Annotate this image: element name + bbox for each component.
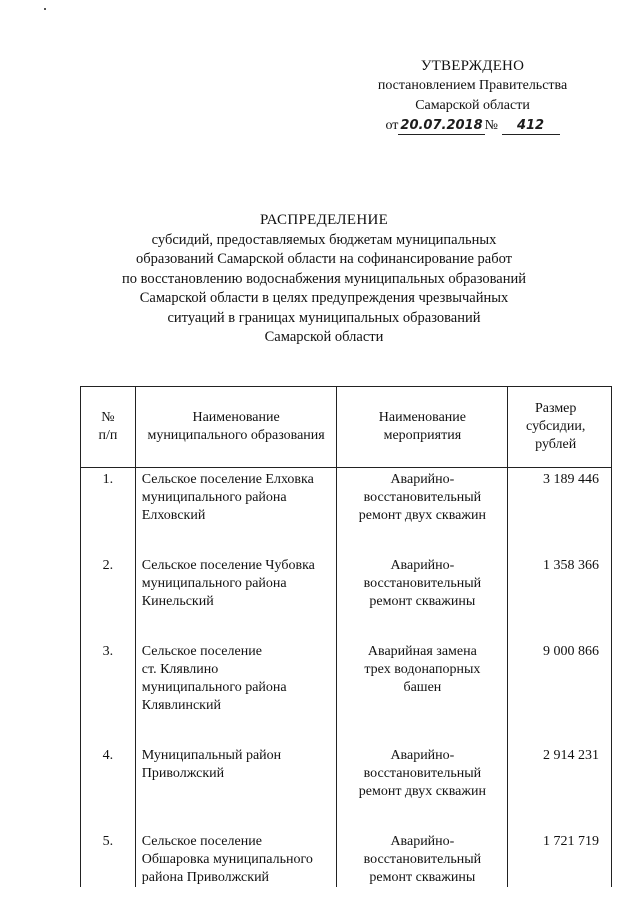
approval-line-1: постановлением Правительства: [377, 78, 568, 93]
row-num: 3.: [81, 641, 136, 715]
approval-date-number: [360, 116, 585, 136]
row-name: Сельское поселение ст. Клявлино муниципального района Клявлинский: [135, 641, 337, 715]
title-line-5: ситуаций в границах муниципальных образований: [167, 309, 481, 326]
handwritten-number: 412: [502, 118, 560, 135]
row-num: 4.: [81, 745, 136, 801]
row-amount: 3 189 446: [508, 468, 612, 526]
row-name: Сельское поселение Обшаровка муниципального района Приволжский: [135, 831, 337, 887]
row-name: Муниципальный район Приволжский: [135, 745, 337, 801]
table-row: [81, 745, 612, 801]
document-title: [100, 211, 548, 348]
header-amount: Размер субсидии, рублей: [508, 387, 612, 468]
table-row: [81, 831, 612, 887]
approval-stamp: [360, 56, 585, 136]
row-amount: 2 914 231: [508, 745, 612, 801]
row-num: 2.: [81, 555, 136, 611]
table-row: [81, 468, 612, 526]
row-spacer: [81, 715, 612, 745]
row-spacer: [81, 801, 612, 831]
header-activity: Наименование мероприятия: [337, 387, 508, 468]
row-num: 5.: [81, 831, 136, 887]
row-name: Сельское поселение Елховка муниципального района Елховский: [135, 468, 337, 526]
row-amount: 9 000 866: [508, 641, 612, 715]
approval-line-2: Самарской области: [415, 98, 530, 113]
handwritten-date: 20.07.2018: [400, 118, 483, 133]
row-amount: 1 358 366: [508, 555, 612, 611]
title-line-4: Самарской области в целях предупреждения чрезвычайных: [139, 290, 509, 306]
title-heading: РАСПРЕДЕЛЕНИЕ: [259, 212, 389, 228]
approval-heading: УТВЕРЖДЕНО: [420, 58, 525, 74]
title-line-2: образований Самарской области на софинансирование работ: [136, 251, 512, 267]
table-row: [81, 641, 612, 715]
row-name: Сельское поселение Чубовка муниципального района Кинельский: [135, 555, 337, 611]
date-prefix: от: [385, 118, 399, 133]
title-line-1: субсидий, предоставляемых бюджетам муниципальных: [151, 231, 497, 248]
table-row: [81, 555, 612, 611]
row-activity: Аварийная замена трех водонапорных башен: [337, 641, 508, 715]
title-line-3: по восстановлению водоснабжения муниципальных образований: [121, 270, 526, 287]
row-activity: Аварийно- восстановительный ремонт двух скважин: [337, 745, 508, 801]
row-activity: Аварийно- восстановительный ремонт скважины: [337, 555, 508, 611]
row-spacer: [81, 611, 612, 641]
row-amount: 1 721 719: [508, 831, 612, 887]
subsidy-table: [80, 386, 612, 887]
header-num: № п/п: [81, 387, 136, 468]
row-num: 1.: [81, 468, 136, 526]
table-header-row: [81, 387, 612, 468]
header-name: Наименование муниципального образования: [135, 387, 337, 468]
row-activity: Аварийно- восстановительный ремонт скважины: [337, 831, 508, 887]
number-prefix: №: [484, 118, 499, 133]
row-spacer: [81, 525, 612, 555]
scan-artifact: [44, 8, 46, 10]
title-line-6: Самарской области: [264, 329, 384, 345]
row-activity: Аварийно- восстановительный ремонт двух скважин: [337, 468, 508, 526]
